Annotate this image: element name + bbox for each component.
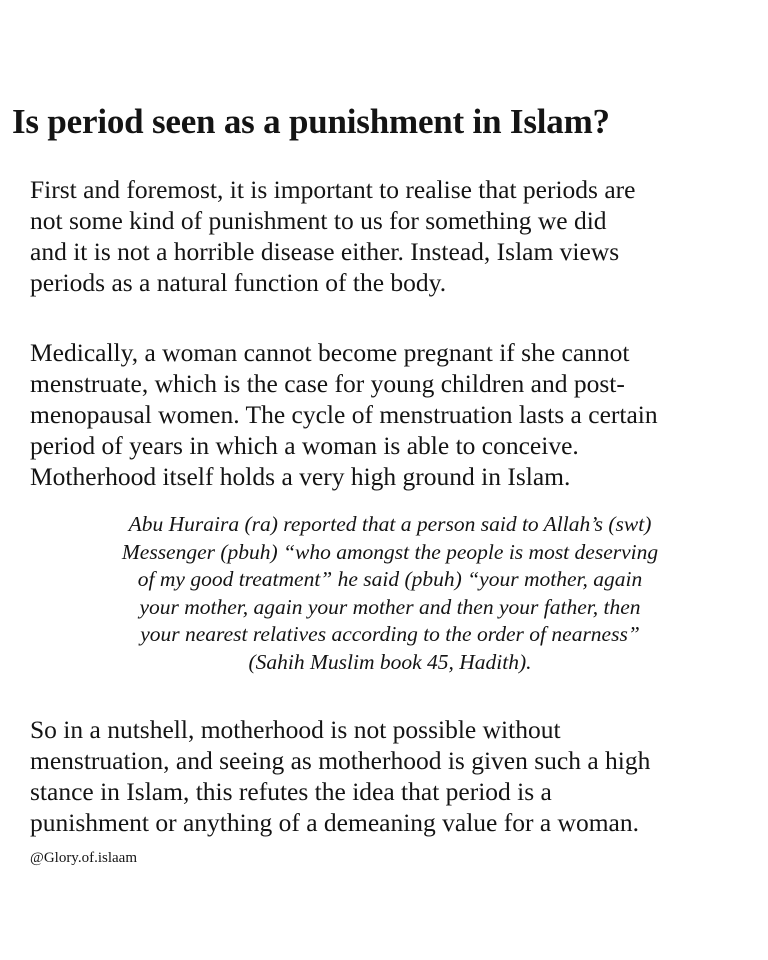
paragraph-line: periods as a natural function of the body. — [30, 268, 447, 297]
paragraph-line: period of years in which a woman is able to conceive. — [30, 431, 579, 460]
paragraph-intro — [30, 174, 636, 298]
quote-line: your nearest relatives according to the order of nearness” — [140, 622, 640, 646]
quote-line: your mother, again your mother and then your father, then — [139, 594, 641, 619]
paragraph-line: Motherhood itself holds a very high ground in Islam. — [30, 462, 571, 491]
page-title: Is period seen as a punishment in Islam? — [12, 102, 610, 141]
author-handle: @Glory.of.islaam — [30, 850, 137, 866]
paragraph-line: and it is not a horrible disease either. Instead, Islam views — [30, 237, 620, 266]
paragraph-line: stance in Islam, this refutes the idea that period is a — [30, 777, 552, 806]
paragraph-conclusion — [30, 714, 650, 838]
paragraph-line: menopausal women. The cycle of menstruation lasts a certain — [30, 400, 658, 429]
quote-line: of my good treatment” he said (pbuh) “your mother, again — [137, 567, 643, 591]
quote-line: Messenger (pbuh) “who amongst the people is most deserving — [121, 539, 659, 564]
paragraph-line: menstruate, which is the case for young children and post- — [30, 369, 625, 398]
paragraph-line: not some kind of punishment to us for something we did — [30, 206, 607, 235]
paragraph-line: First and foremost, it is important to realise that periods are — [30, 175, 636, 204]
paragraph-line: menstruation, and seeing as motherhood is given such a high — [30, 746, 651, 775]
quote-line: (Sahih Muslim book 45, Hadith). — [248, 649, 532, 674]
paragraph-medical — [30, 337, 658, 492]
paragraph-line: punishment or anything of a demeaning value for a woman. — [30, 808, 639, 837]
quote-line: Abu Huraira (ra) reported that a person said to Allah’s (swt) — [128, 512, 652, 536]
hadith-quote — [40, 511, 740, 676]
paragraph-line: So in a nutshell, motherhood is not possible without — [30, 715, 561, 744]
paragraph-line: Medically, a woman cannot become pregnant if she cannot — [30, 338, 630, 367]
